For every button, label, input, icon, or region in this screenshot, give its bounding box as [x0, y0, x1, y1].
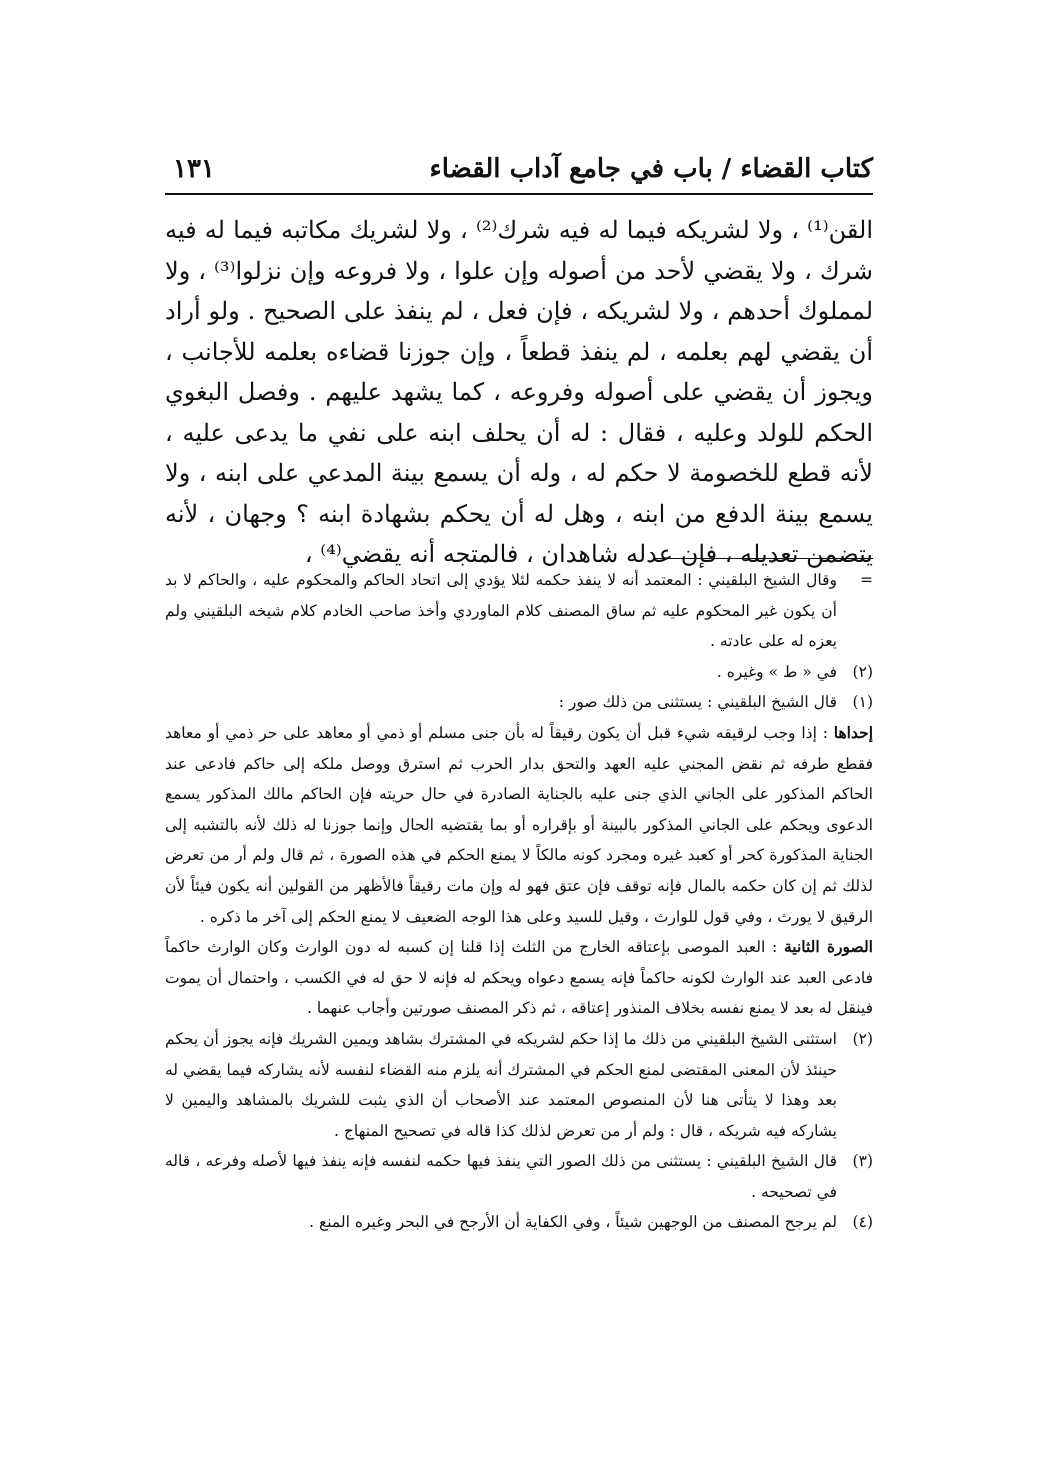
footnote-variant — [165, 657, 873, 688]
footnote-3 — [165, 1146, 873, 1207]
case-paragraph — [165, 932, 873, 1024]
footnote-divider — [653, 558, 873, 559]
footnote-continuation — [165, 565, 873, 657]
footnote-1-case-1 — [165, 718, 873, 932]
footnote-text: قال الشيخ البلقيني : يستثنى من ذلك الصور التي ينفذ فيها حكمه لنفسه فإنه ينفذ فيها لأصله وفرعه ، قاله في تصحيحه . — [165, 1152, 837, 1201]
footnote-marker: (٣) — [852, 1152, 873, 1171]
footnote-text: قال الشيخ البلقيني : يستثنى من ذلك صور : — [558, 693, 837, 712]
case-text: : العبد الموصى بإعتاقه الخارج من الثلث إذا قلنا إن كسبه له دون الوارث وكان الوارث حاكماً فادعى العبد عند الوارث لكونه حاكماً فإنه يسمع دعواه ويحكم له فإنه لا حق له في الكسب ، واحتمال أن يموت فينقل له بعد لا يمنع نفسه بخلاف المنذور إعتاقه ، ثم ذكر المصنف صورتين وأجاب عنهما . — [165, 938, 873, 1018]
running-header — [165, 148, 873, 190]
footnote-marker: = — [860, 571, 873, 589]
header-divider — [165, 193, 873, 195]
footnotes — [165, 565, 873, 1238]
footnote-2 — [165, 1024, 873, 1146]
case-text: : إذا وجب لرقيقه شيء قبل أن يكون رقيقاً له بأن جنى مسلم أو ذمي أو معاهد على حر ذمي أو معاهد فقطع طرفه ثم نقض المجني عليه العهد والتحق بدار الحرب ثم استرق ووصل ملكه إلى حاكم فادعى عند الحاكم المذكور على الجاني الذي جنى عليه بالجناية الصادرة في حال حريته فإن الحاكم مالك المذكور يسمع الدعوى ويحكم على الجاني المذكور بالبينة أو بإقراره أو بما يقتضيه الحال وإنما جوزنا له ذلك لأنه بالتشبه إلى الجناية المذكورة كحر أو كعبد غيره ومجرد كونه مالكاً لا يمنع الحكم في هذه الصورة ، ثم قال ولم أر من تعرض لذلك ثم إن كان حكمه بالمال فإنه توقف فإن عتق فهو له وإن مات رقيقاً فالأظهر من القولين أنه يكون فيئاً لأن الرقيق لا يورث ، وفي قول للوارث ، وقيل للسيد وعلى هذا الوجه الضعيف لا يمنع الحكم إلى آخر ما ذكره . — [165, 723, 873, 926]
case-lead: إحداها — [833, 722, 874, 742]
footnote-marker: (٢) — [852, 1029, 873, 1048]
main-text — [165, 210, 873, 575]
footnote-marker: (٢) — [852, 662, 873, 681]
footnote-text: وقال الشيخ البلقيني : المعتمد أنه لا ينفذ حكمه لئلا يؤدي إلى اتحاد الحاكم والمحكوم عليه ، والحاكم لا بد أن يكون غير المحكوم عليه ثم ساق المصنف كلام الماوردي وأخذ صاحب الخادم كلام شيخه البلقيني ولم يعزه له على عادته . — [165, 571, 837, 651]
footnote-marker: (١) — [852, 693, 873, 712]
chapter-title: كتاب القضاء / باب في جامع آداب القضاء — [429, 154, 873, 184]
main-paragraph: القن⁽¹⁾ ، ولا لشريكه فيما له فيه شرك⁽²⁾ ، ولا لشريك مكاتبه فيما له فيه شرك ، ولا يقضي لأحد من أصوله وإن علوا ، ولا فروعه وإن نزلوا⁽³⁾ ، ولا لمملوك أحدهم ، ولا لشريكه ، فإن فعل ، لم ينفذ على الصحيح . ولو أراد أن يقضي لهم بعلمه ، لم ينفذ قطعاً ، وإن جوزنا قضاءه بعلمه للأجانب ، ويجوز أن يقضي على أصوله وفروعه ، كما يشهد عليهم . وفصل البغوي الحكم للولد وعليه ، فقال : له أن يحلف ابنه على نفي ما يدعى عليه ، لأنه قطع للخصومة لا حكم له ، وله أن يسمع بينة المدعي على ابنه ، ولا يسمع بينة الدفع من ابنه ، وهل له أن يحكم بشهادة ابنه ؟ وجهان ، لأنه يتضمن تعديله ، فإن عدله شاهدان ، فالمتجه أنه يقضي⁽⁴⁾ ، — [165, 216, 874, 568]
footnote-marker: (٤) — [852, 1213, 873, 1232]
footnote-text: في « ط » وغيره . — [716, 662, 837, 681]
footnote-text: لم يرجح المصنف من الوجهين شيئاً ، وفي الكفاية أن الأرجح في البحر وغيره المنع . — [309, 1213, 837, 1232]
page-number: ١٣١ — [173, 154, 215, 184]
footnote-1-case-2 — [165, 932, 873, 1024]
case-lead: الصورة الثانية — [783, 937, 873, 957]
footnote-1 — [165, 687, 873, 718]
footnote-4 — [165, 1207, 873, 1238]
footnote-text: استثنى الشيخ البلقيني من ذلك ما إذا حكم لشريكه في المشترك بشاهد ويمين الشريك فإنه يجوز أن يحكم حينئذ لأن المعنى المقتضى لمنع الحكم في المشترك أنه يلزم منه القضاء لنفسه لأنه يشاركه فيما يقضي له بعد وهذا لا يتأتى هنا لأن المنصوص المعتمد عند الأصحاب أن الذي يثبت للشريك بالمشاهد واليمين لا يشاركه فيه شريكه ، قال : ولم أر من تعرض لذلك كذا قاله في تصحيح المنهاج . — [165, 1029, 837, 1140]
case-paragraph — [165, 718, 873, 932]
